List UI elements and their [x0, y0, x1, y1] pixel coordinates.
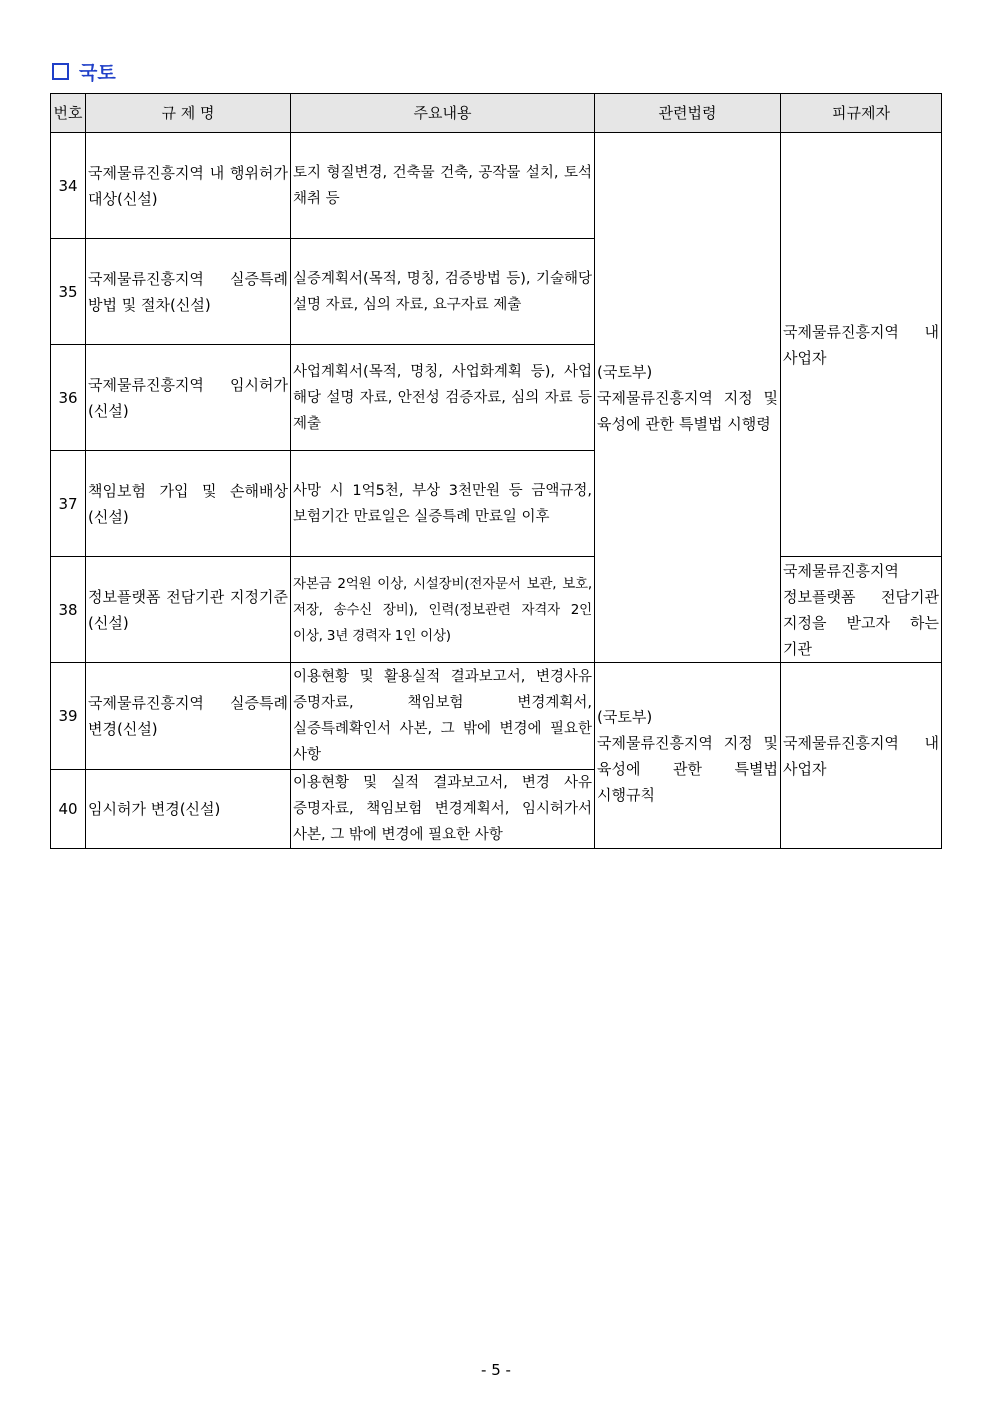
- main-content: 이용현황 및 실적 결과보고서, 변경 사유 증명자료, 책임보험 변경계획서, 임시허가서 사본, 그 밖에 변경에 필요한 사항: [291, 770, 595, 849]
- table-header-row: [51, 94, 942, 133]
- law-name: 국제물류진흥지역 지정 및 육성에 관한 특별법 시행령: [597, 388, 778, 433]
- law-ministry: (국토부): [597, 707, 653, 726]
- header-number: 번호: [51, 94, 86, 133]
- regulation-name: 정보플랫폼 전담기관 지정기준(신설): [86, 557, 291, 663]
- checkbox-square-icon: [52, 63, 69, 80]
- table-row: [51, 663, 942, 770]
- section-title: 국토: [79, 62, 116, 84]
- table-row: [51, 133, 942, 239]
- section-heading: [52, 58, 116, 85]
- row-number: 34: [51, 133, 86, 239]
- regulation-name: 국제물류진흥지역 실증특례 방법 및 절차(신설): [86, 239, 291, 345]
- related-law-cell: [595, 133, 781, 663]
- regulation-name: 임시허가 변경(신설): [86, 770, 291, 849]
- header-related-law: 관련법령: [595, 94, 781, 133]
- main-content: 사업계획서(목적, 명칭, 사업화계획 등), 사업 해당 설명 자료, 안전성 검증자료, 심의 자료 등 제출: [291, 345, 595, 451]
- row-number: 38: [51, 557, 86, 663]
- header-main-content: 주요내용: [291, 94, 595, 133]
- related-law-cell: [595, 663, 781, 849]
- regulated-party: 국제물류진흥지역 정보플랫폼 전담기관 지정을 받고자 하는 기관: [781, 557, 942, 663]
- regulation-name: 책임보험 가입 및 손해배상(신설): [86, 451, 291, 557]
- law-ministry: (국토부): [597, 362, 653, 381]
- main-content: 사망 시 1억5천, 부상 3천만원 등 금액규정, 보험기간 만료일은 실증특례 만료일 이후: [291, 451, 595, 557]
- regulated-party: 국제물류진흥지역 내 사업자: [781, 133, 942, 557]
- row-number: 37: [51, 451, 86, 557]
- table-row: [51, 557, 942, 663]
- main-content: 이용현황 및 활용실적 결과보고서, 변경사유 증명자료, 책임보험 변경계획서, 실증특례확인서 사본, 그 밖에 변경에 필요한 사항: [291, 663, 595, 770]
- row-number: 39: [51, 663, 86, 770]
- header-regulation-name: 규 제 명: [86, 94, 291, 133]
- main-content: 토지 형질변경, 건축물 건축, 공작물 설치, 토석 채취 등: [291, 133, 595, 239]
- row-number: 36: [51, 345, 86, 451]
- row-number: 40: [51, 770, 86, 849]
- regulation-table: [50, 93, 942, 849]
- row-number: 35: [51, 239, 86, 345]
- header-regulated-party: 피규제자: [781, 94, 942, 133]
- regulation-name: 국제물류진흥지역 임시허가(신설): [86, 345, 291, 451]
- page-number: - 5 -: [481, 1361, 511, 1379]
- regulation-name: 국제물류진흥지역 내 행위허가 대상(신설): [86, 133, 291, 239]
- regulated-party: 국제물류진흥지역 내 사업자: [781, 663, 942, 849]
- main-content: 실증계획서(목적, 명칭, 검증방법 등), 기술해당 설명 자료, 심의 자료, 요구자료 제출: [291, 239, 595, 345]
- law-name: 국제물류진흥지역 지정 및 육성에 관한 특별법 시행규칙: [597, 733, 778, 804]
- regulation-name: 국제물류진흥지역 실증특례 변경(신설): [86, 663, 291, 770]
- main-content: 자본금 2억원 이상, 시설장비(전자문서 보관, 보호, 저장, 송수신 장비), 인력(정보관련 자격자 2인 이상, 3년 경력자 1인 이상): [291, 557, 595, 663]
